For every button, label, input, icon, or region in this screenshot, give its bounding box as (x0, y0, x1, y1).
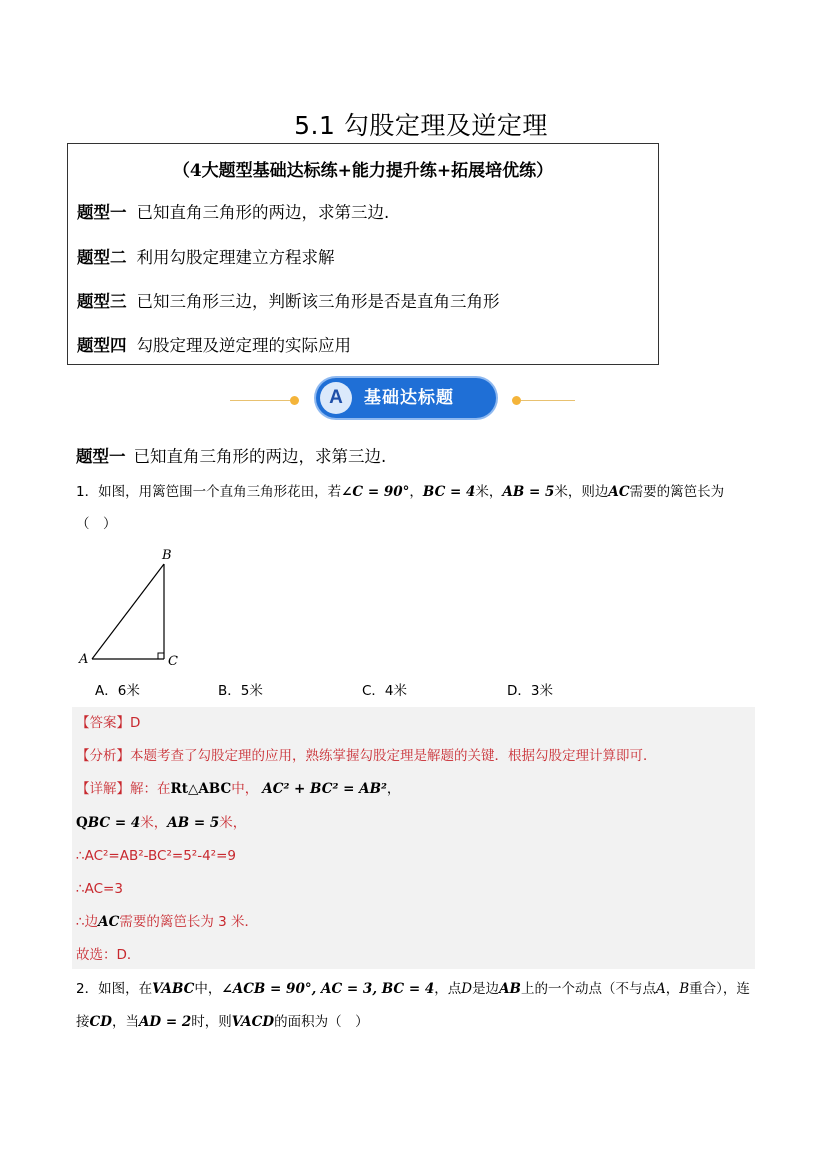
q1-math: AB = 5 (502, 484, 555, 500)
q2-text: ， (665, 981, 680, 997)
type-label: 题型三 (77, 292, 127, 311)
answer-label: 【答案】 (76, 715, 130, 731)
side-ab (92, 564, 164, 659)
type-label: 题型四 (77, 336, 127, 355)
banner-pill (316, 378, 496, 418)
option-c: C．4米 (362, 683, 408, 699)
question-1 (76, 482, 766, 502)
step3-text: ∴边 (76, 914, 99, 930)
type-item-3 (77, 288, 500, 312)
type-label: 题型一 (77, 203, 127, 222)
q2-text: 接 (76, 1014, 90, 1030)
given-math: AB = 5 (167, 815, 220, 831)
detail-text: ， (386, 781, 401, 797)
q2-math: AD = 2 (138, 1014, 192, 1030)
vertex-label-c: C (168, 654, 178, 669)
type-text: 已知三角形三边，判断该三角形是否是直角三角形 (136, 292, 500, 311)
q2-math: VABC (152, 981, 195, 997)
q2-text: 中， (194, 981, 222, 997)
given-math: BC = 4 (87, 815, 141, 831)
option-d: D．3米 (507, 683, 553, 699)
given-symbol: Q (76, 815, 88, 831)
question-1-blank: （ ） (76, 516, 117, 532)
detail-math: Rt△ABC (170, 781, 232, 797)
q1-text: 需要的篱笆长为 (629, 484, 725, 500)
banner-dot-left (290, 396, 299, 405)
box-subtitle: （4大题型基础达标练+能力提升练+拓展培优练） (172, 161, 554, 181)
option-b: B．5米 (218, 683, 263, 699)
type-item-4 (77, 332, 351, 356)
triangle-figure (76, 544, 196, 674)
q2-point: D (461, 981, 473, 997)
given-text: 米， (140, 815, 168, 831)
step-3 (76, 912, 258, 932)
step-1: ∴AC²=AB²-BC²=5²-4²=9 (76, 848, 236, 864)
heading-text: 已知直角三角形的两边，求第三边. (133, 447, 387, 466)
option-a: A．6米 (95, 683, 140, 699)
q1-text: ， (409, 484, 423, 500)
q2-math: ∠ACB = 90°, AC = 3, BC = 4 (221, 981, 435, 997)
q1-text: 1．如图，用篱笆围一个直角三角形花田，若 (76, 484, 342, 500)
q2-math: CD (89, 1014, 112, 1030)
detail-line (76, 779, 400, 799)
q2-text: 上的一个动点（不与点 (520, 981, 656, 997)
answer-line (76, 713, 140, 733)
type-label: 题型二 (77, 248, 127, 267)
q2-text: 重合），连 (689, 981, 750, 997)
q2-text: 时，则 (191, 1014, 232, 1030)
type-text: 已知直角三角形的两边，求第三边. (136, 203, 390, 222)
q1-text: 米，则边 (554, 484, 609, 500)
answer-value: D (130, 715, 141, 731)
section-heading (76, 443, 386, 467)
q2-text: ，当 (111, 1014, 139, 1030)
q2-math: VACD (231, 1014, 275, 1030)
right-angle-mark (158, 653, 164, 659)
q2-point: A (655, 981, 666, 997)
given-text: 米， (219, 815, 247, 831)
type-text: 勾股定理及逆定理的实际应用 (136, 336, 351, 355)
type-item-2 (77, 244, 335, 268)
step-2: ∴AC=3 (76, 881, 123, 897)
q2-text: 的面积为（ ） (274, 1014, 369, 1030)
q2-text: 2．如图，在 (76, 981, 153, 997)
vertex-label-b: B (162, 548, 172, 563)
vertex-label-a: A (79, 652, 89, 667)
given-line (76, 813, 246, 833)
question-2-line2 (76, 1012, 766, 1032)
banner-line-left (230, 400, 290, 401)
q2-math: AB (499, 981, 521, 997)
section-banner (230, 378, 575, 422)
type-text: 利用勾股定理建立方程求解 (136, 248, 335, 267)
detail-label: 【详解】 (76, 781, 130, 797)
q2-text: ，点 (434, 981, 462, 997)
analysis-text: 本题考查了勾股定理的应用，熟练掌握勾股定理是解题的关键．根据勾股定理计算即可． (130, 748, 657, 764)
step3-math: AC (98, 914, 120, 930)
final-choice: 故选：D． (76, 947, 141, 963)
analysis-label: 【分析】 (76, 748, 130, 764)
q2-point: B (679, 981, 690, 997)
type-item-1 (77, 199, 389, 223)
banner-text: 基础达标题 (364, 388, 454, 408)
banner-letter: A (320, 382, 352, 414)
q1-math: AC (608, 484, 630, 500)
analysis-line (76, 746, 657, 766)
detail-text: 解：在 (130, 781, 171, 797)
q1-text: 米， (475, 484, 503, 500)
step3-text: 需要的篱笆长为 3 米． (119, 914, 258, 930)
heading-label: 题型一 (76, 447, 126, 466)
banner-line-right (521, 400, 575, 401)
page-title: 5.1 勾股定理及逆定理 (294, 111, 548, 140)
banner-dot-right (512, 396, 521, 405)
q1-math: ∠C = 90° (341, 484, 410, 500)
summary-box (67, 143, 659, 365)
q2-text: 是边 (472, 981, 500, 997)
q1-math: BC = 4 (422, 484, 476, 500)
question-2 (76, 979, 766, 999)
detail-equation: AC² + BC² = AB² (262, 781, 387, 797)
detail-text: 中， (231, 781, 259, 797)
answer-box (72, 707, 755, 969)
